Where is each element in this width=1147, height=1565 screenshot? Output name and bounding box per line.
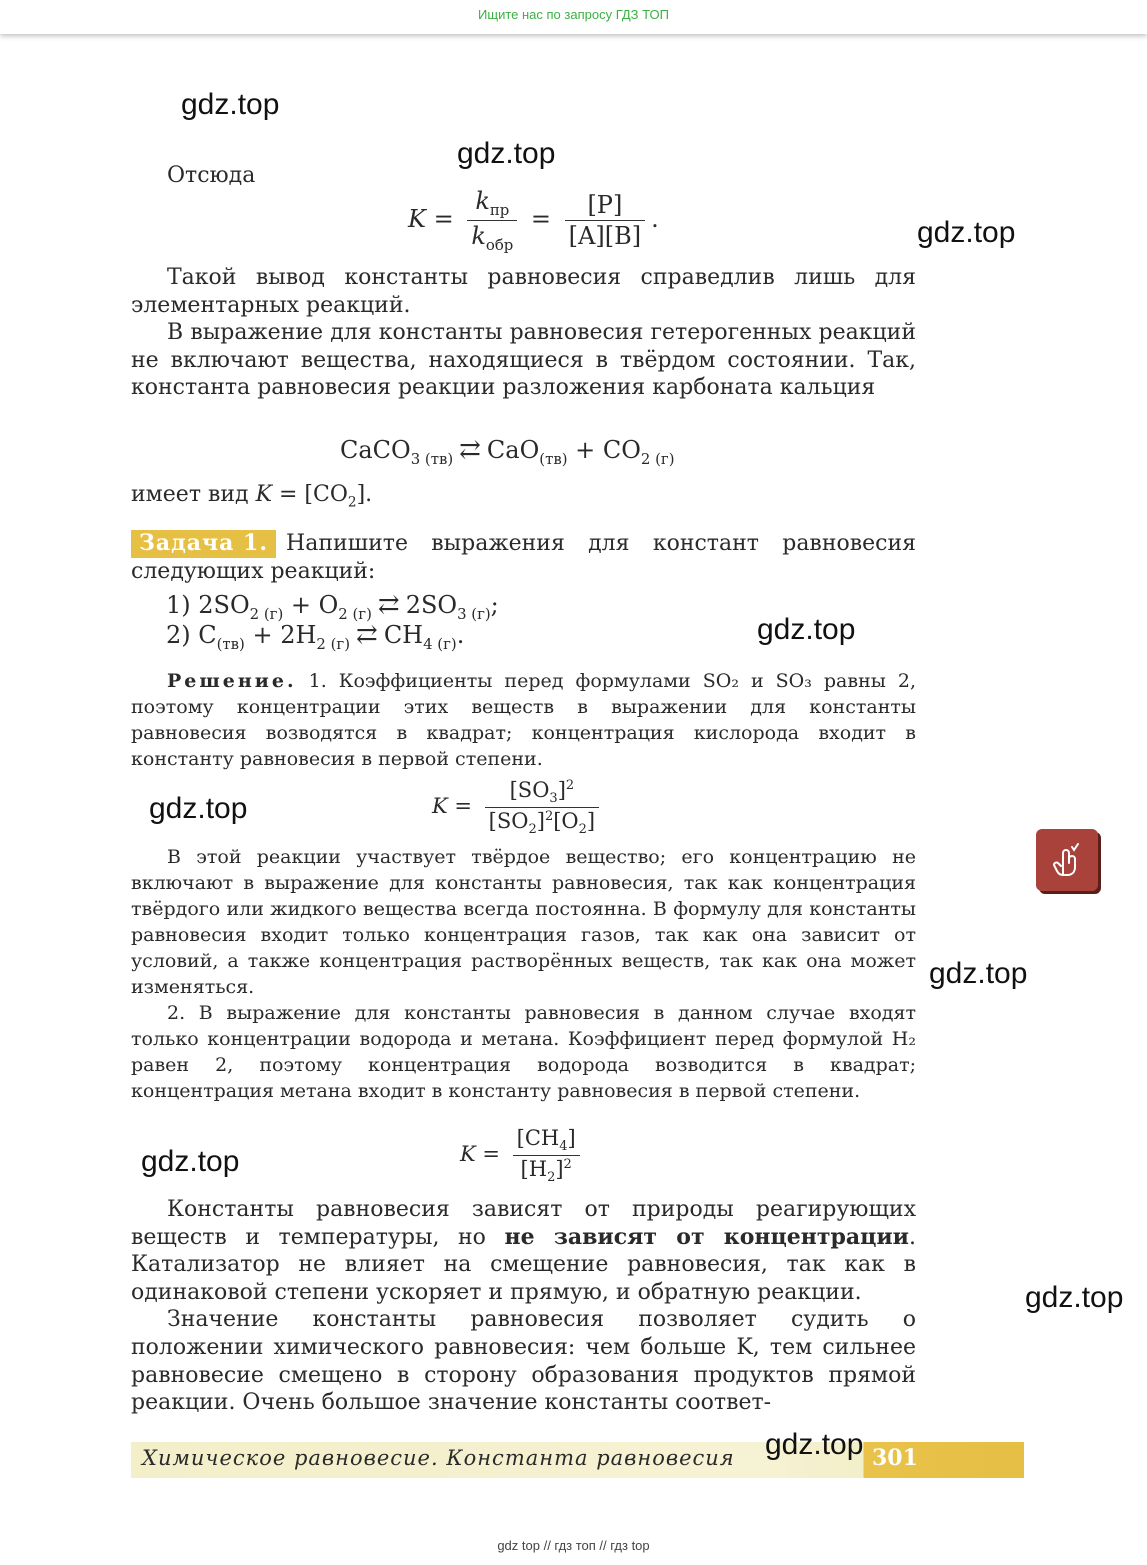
formula-rate-constants: K = $\frac{k_{пр}}{k_{обр}}$ = $\frac{[P]}{[A][B]}$ . [408,187,659,254]
watermark: gdz.top [917,216,1016,249]
watermark: gdz.top [765,1428,864,1461]
task-1: Задача 1. Напишите выражения для констант равновесия следующих реакций: [131,530,916,584]
page-number: 301 [872,1445,918,1471]
formula-k2: K = $\frac{[CH_4]}{[H_2]^2}$ [460,1126,586,1185]
formula-k1: K = $\frac{[SO_3]^2}{[SO_2]^2[O_2]}$ [432,778,605,837]
watermark: gdz.top [757,613,856,646]
solution-part1: Решение. 1. Коэффициенты перед формулами SO₂ и SO₃ равны 2, поэтому концентрации этих веществ в выражении для константы равновесия возводятся в квадрат; концентрация кислорода входит в константу равновесия в первой степени. [131,670,916,770]
top-banner[interactable]: Ищите нас по запросу ГДЗ ТОП [0,0,1147,34]
paragraph-final: Константы равновесия зависят от природы реагирующих веществ и температуры, но не зависят от концентрации. Катализатор не влияет на смещение равновесия, так как в одинаковой степени ускоряет и прямую, и обратную реакции. Значение константы равновесия позволяет судить о положении химического равновесия: чем больше K, тем сильнее равновесие смещено в сторону образования продуктов прямой реакции. Очень большое значение константы соответ- [131,1197,916,1416]
watermark: gdz.top [181,88,280,121]
formula-caco3: CaCO$_{3 (тв)}$ ⇄ $CaO_{(тв)} + CO_{2 (г)}$ [340,435,675,468]
text-otsyuda: Отсюда [167,163,256,188]
paragraph-elementary: Такой вывод константы равновесия справедлив лишь для элементарных реакций. В выражение для константы равновесия гетерогенных реакций не включают вещества, находящиеся в твёрдом состоянии. Так, константа равновесия реакции разложения карбоната кальция [131,265,916,401]
hand-pointer-icon [1050,841,1084,879]
reaction-2: 2) $C_{(тв)} + 2H_{2 (г)}$ ⇄ $CH_{4 (г)}$. [166,620,465,653]
reaction-1: 1) $2SO_{2 (г)} + O_{2 (г)}$ ⇄ $2SO_{3 (г)}$; [166,590,499,623]
tap-hand-button[interactable] [1036,829,1098,891]
watermark: gdz.top [141,1145,240,1178]
text-imeet-vid: имеет вид $K = [CO_2]$. [131,482,373,511]
bottom-links[interactable]: gdz top // гдз топ // гдз top [497,1538,650,1553]
footer-title: Химическое равновесие. Константа равновесия [142,1446,735,1470]
task-badge: Задача 1. [131,530,276,558]
watermark: gdz.top [457,137,556,170]
solution-part2: В этой реакции участвует твёрдое вещество; его концентрацию не включают в выражение для константы равновесия, так как концентрация твёрдого или жидкого вещества всегда постоянна. В формулу для константы равновесия входит только концентрация газов, так как она зависит от условий, а также концентрация растворённых веществ, так как она может изменяться. 2. В выражение для константы равновесия в данном случае входят только концентрации водорода и метана. Коэффициент перед формулой H₂ равен 2, поэтому концентрация водорода возводится в квадрат; концентрация метана входит в константу равновесия в первой степени. [131,846,916,1102]
watermark: gdz.top [149,792,248,825]
watermark: gdz.top [929,957,1028,990]
watermark: gdz.top [1025,1281,1124,1314]
